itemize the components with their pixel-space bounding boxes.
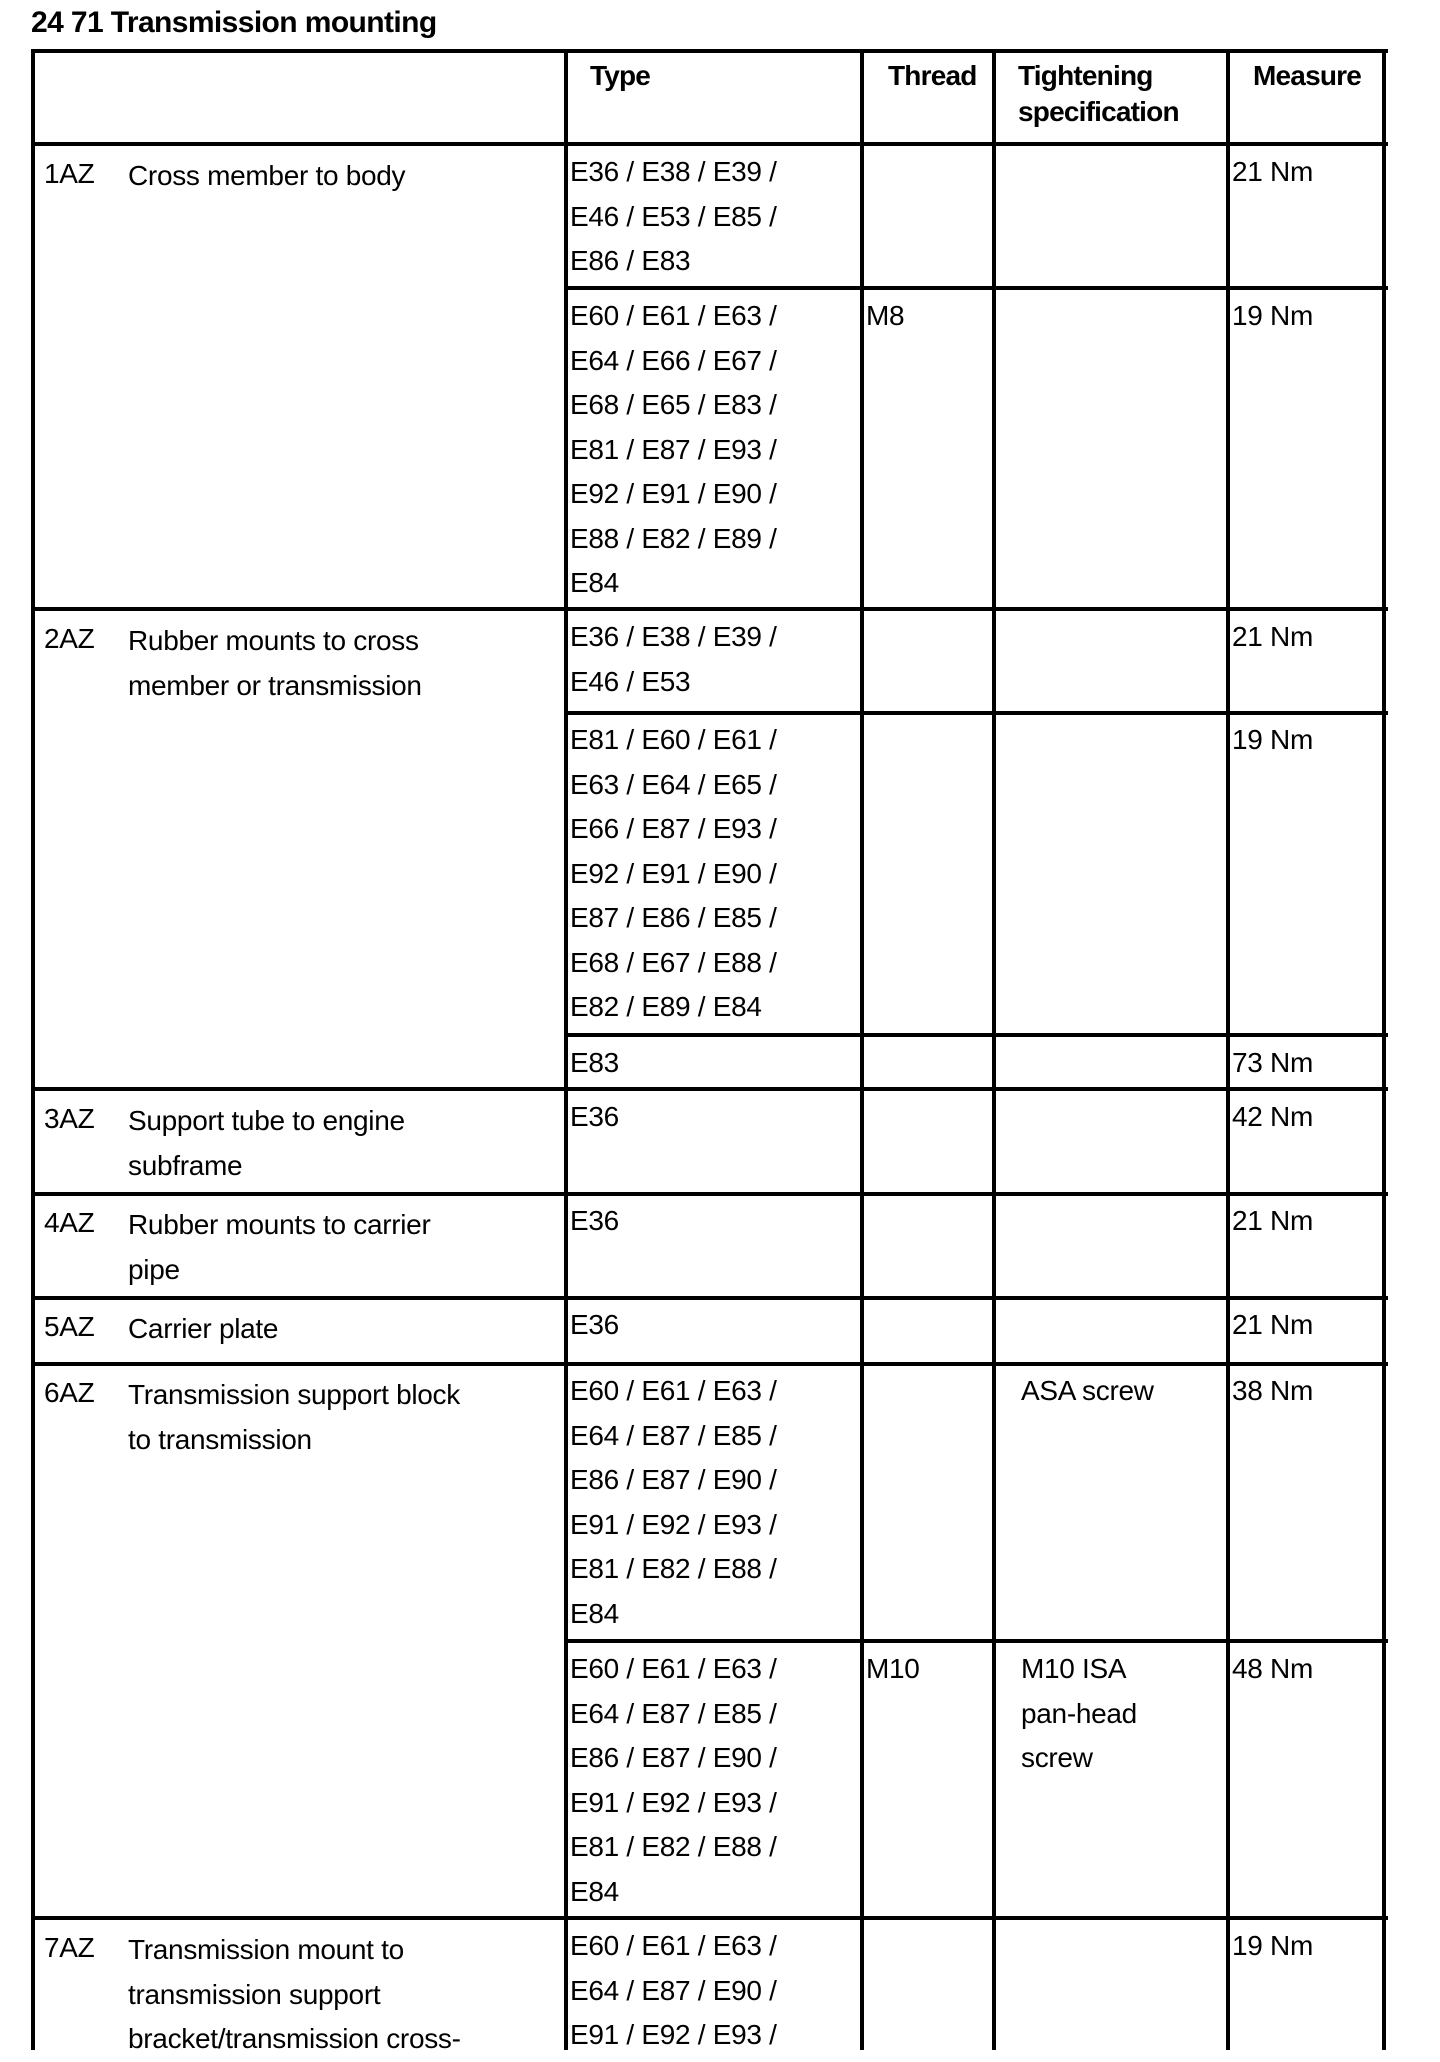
row-divider xyxy=(31,1296,1388,1300)
row-divider xyxy=(564,286,1388,290)
row-description: Transmission support block to transmission xyxy=(128,1379,460,1455)
thread-cell: M10 xyxy=(866,1653,920,1684)
type-cell: E83 xyxy=(570,1047,619,1078)
row-description: Support tube to engine subframe xyxy=(128,1105,405,1181)
type-cell: E60 / E61 / E63 / E64 / E87 / E85 / E86 / E87 / E90 / E91 / E92 / E93 / E81 / E82 / E88 / E84 xyxy=(570,1375,777,1629)
row-divider xyxy=(31,1916,1388,1920)
tightening-column-border xyxy=(992,49,996,2050)
measure-cell: 38 Nm xyxy=(1232,1375,1313,1406)
type-cell: E36 / E38 / E39 / E46 / E53 / E85 / E86 / E83 xyxy=(570,156,777,276)
header-thread: Thread xyxy=(888,60,977,91)
measure-cell: 19 Nm xyxy=(1232,724,1313,755)
type-cell: E60 / E61 / E63 / E64 / E87 / E90 / E91 / E92 / E93 / xyxy=(570,1930,777,2050)
row-code: 5AZ xyxy=(44,1311,95,1342)
measure-cell: 73 Nm xyxy=(1232,1047,1313,1078)
type-cell: E81 / E60 / E61 / E63 / E64 / E65 / E66 / E87 / E93 / E92 / E91 / E90 / E87 / E86 / E85 / E68 / E67 / E88 / E82 / E89 / E84 xyxy=(570,724,777,1022)
measure-cell: 21 Nm xyxy=(1232,1309,1313,1340)
header-bottom-border xyxy=(31,142,1388,146)
measure-column-border xyxy=(1226,49,1230,2050)
row-divider xyxy=(564,711,1388,715)
row-divider xyxy=(31,1087,1388,1091)
type-cell: E36 / E38 / E39 / E46 / E53 xyxy=(570,621,777,697)
row-description: Rubber mounts to cross member or transmission xyxy=(128,625,422,701)
row-divider xyxy=(31,1192,1388,1196)
row-description: Transmission mount to transmission support bracket/transmission cross- xyxy=(128,1934,461,2054)
measure-cell: 19 Nm xyxy=(1232,300,1313,331)
row-divider xyxy=(564,1639,1388,1643)
header-measure: Measure xyxy=(1253,60,1362,91)
header-tightening: Tightening specification xyxy=(1018,60,1179,127)
row-code: 1AZ xyxy=(44,158,95,189)
thread-column-border xyxy=(860,49,864,2050)
measure-cell: 42 Nm xyxy=(1232,1101,1313,1132)
type-column-border xyxy=(564,49,568,2050)
header-type: Type xyxy=(590,60,651,91)
table-right-border xyxy=(1382,49,1386,2050)
measure-cell: 48 Nm xyxy=(1232,1653,1313,1684)
type-cell: E36 xyxy=(570,1309,619,1340)
table-left-border xyxy=(31,49,35,2050)
row-description: Rubber mounts to carrier pipe xyxy=(128,1209,431,1285)
page-title: 24 71 Transmission mounting xyxy=(31,6,437,39)
row-description: Cross member to body xyxy=(128,160,406,191)
measure-cell: 19 Nm xyxy=(1232,1930,1313,1961)
type-cell: E36 xyxy=(570,1101,619,1132)
tightening-cell: ASA screw xyxy=(1021,1375,1154,1406)
measure-cell: 21 Nm xyxy=(1232,621,1313,652)
row-code: 6AZ xyxy=(44,1377,95,1408)
measure-cell: 21 Nm xyxy=(1232,156,1313,187)
table-top-border xyxy=(31,49,1388,53)
row-divider xyxy=(31,607,1388,611)
type-cell: E60 / E61 / E63 / E64 / E66 / E67 / E68 / E65 / E83 / E81 / E87 / E93 / E92 / E91 / E90 / E88 / E82 / E89 / E84 xyxy=(570,300,777,598)
type-cell: E60 / E61 / E63 / E64 / E87 / E85 / E86 / E87 / E90 / E91 / E92 / E93 / E81 / E82 / E88 / E84 xyxy=(570,1653,777,1907)
row-code: 2AZ xyxy=(44,623,95,654)
measure-cell: 21 Nm xyxy=(1232,1205,1313,1236)
row-code: 4AZ xyxy=(44,1207,95,1238)
tightening-cell: M10 ISA pan-head screw xyxy=(1021,1653,1137,1773)
type-cell: E36 xyxy=(570,1205,619,1236)
row-divider xyxy=(564,1033,1388,1037)
thread-cell: M8 xyxy=(866,300,905,331)
row-code: 7AZ xyxy=(44,1932,95,1963)
row-divider xyxy=(31,1362,1388,1366)
row-description: Carrier plate xyxy=(128,1313,279,1344)
row-code: 3AZ xyxy=(44,1103,95,1134)
